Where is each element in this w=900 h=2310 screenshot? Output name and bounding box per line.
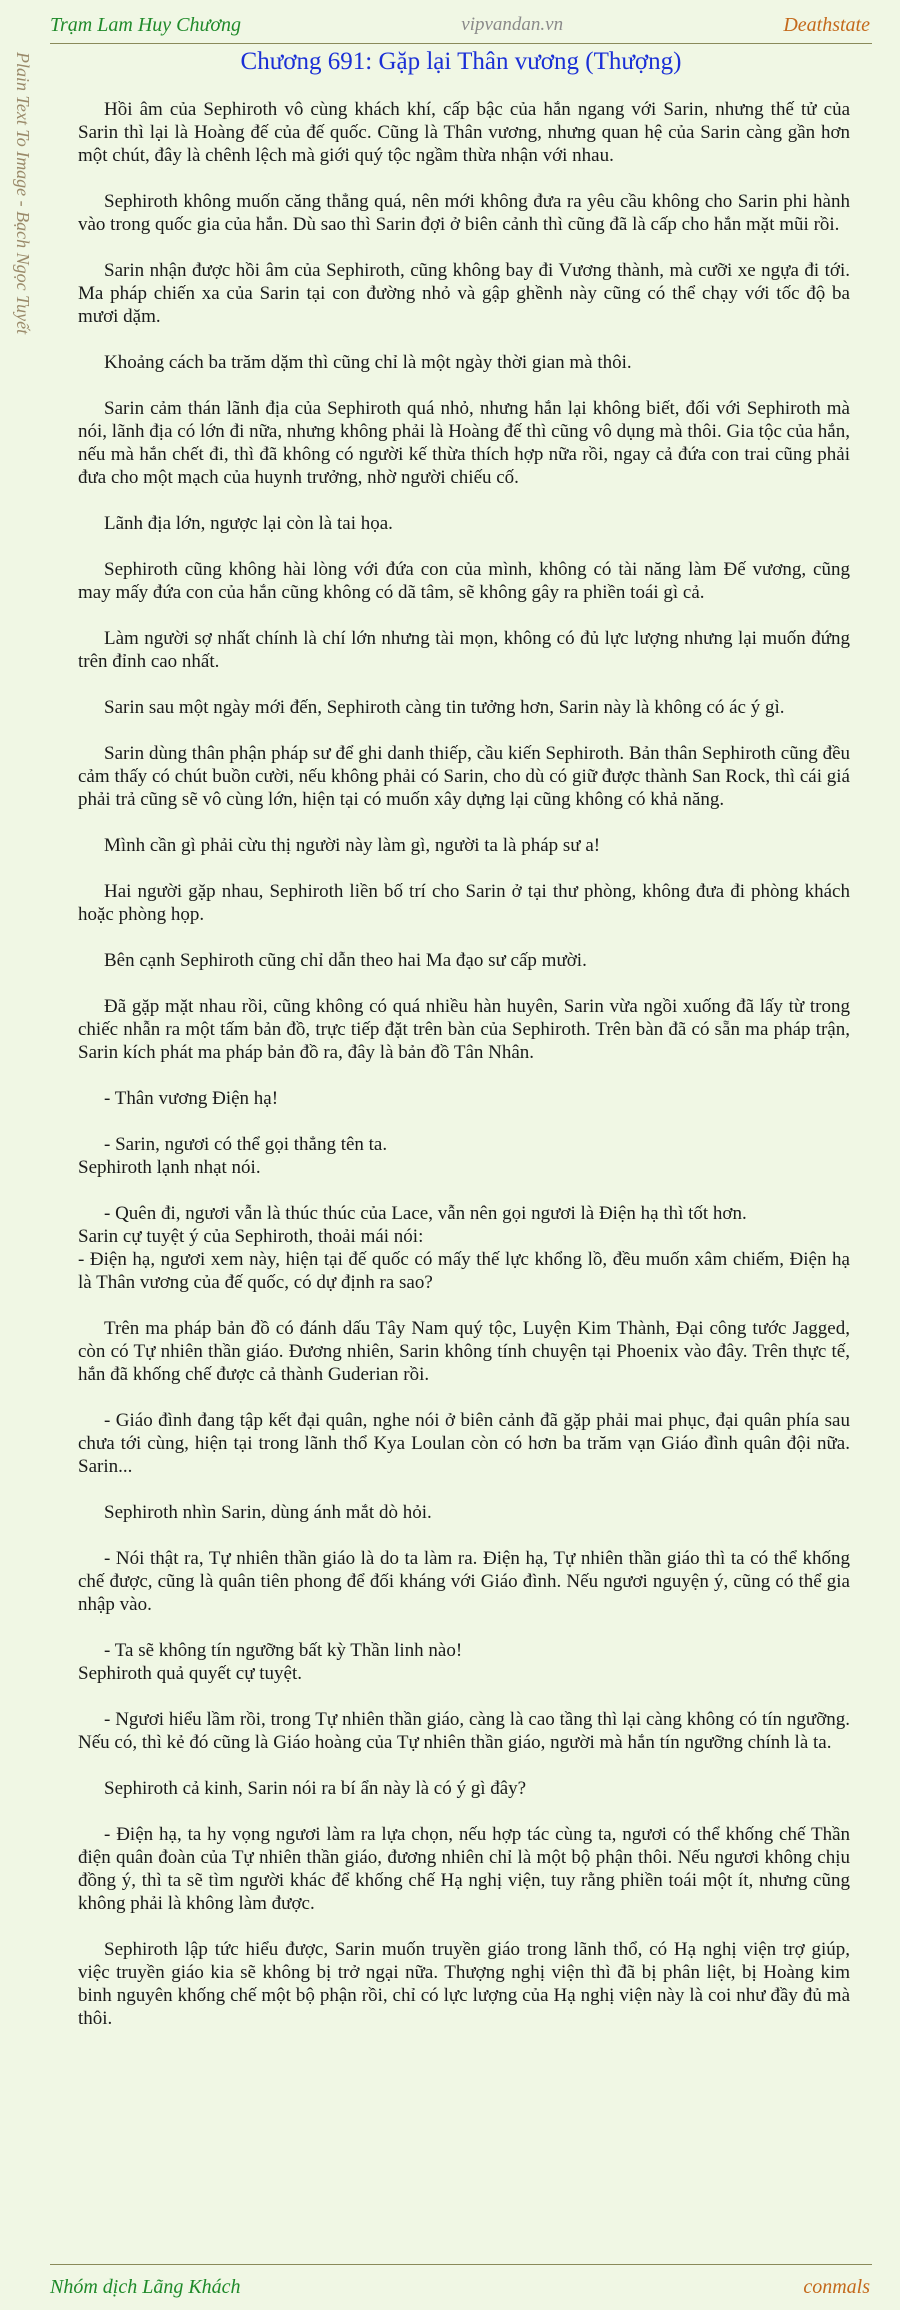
body-paragraph (78, 880, 850, 926)
paragraph-line: - Ta sẽ không tín ngưỡng bất kỳ Thần linh nào! (104, 1640, 463, 1661)
body-paragraph (78, 397, 850, 489)
body-paragraph (78, 558, 850, 604)
paragraph-line: Sephiroth không muốn căng thẳng quá, nên mới không đưa ra yêu cầu không cho Sarin phi hành vào trong quốc gia của hắn. Dù sao thì Sarin đợi ở biên cảnh thì cũng đã là cấp cho hắn mặt mũi rồi. (78, 191, 850, 235)
paragraph-line: Sarin cự tuyệt ý của Sephiroth, thoải mái nói: (78, 1226, 424, 1247)
paragraph-line: Sarin dùng thân phận pháp sư để ghi danh thiếp, cầu kiến Sephiroth. Bản thân Sephiroth cũng đều cảm thấy có chút buồn cười, nếu không phải có Sarin, cho dù có giữ được thành San Rock, thì cái giá phải trả cũng sẽ vô cùng lớn, hiện tại có muốn xây dựng lại cũng không có khả năng. (78, 743, 850, 810)
page-header (50, 8, 870, 42)
paragraph-line: Sarin cảm thán lãnh địa của Sephiroth quá nhỏ, nhưng hắn lại không biết, đối với Sephiroth mà nói, lãnh địa có lớn đi nữa, nhưng không phải là Hoàng đế thì cũng vô dụng mà thôi. Gia tộc của hắn, nếu mà hắn chết đi, thì đã không có người kế thừa thích hợp nữa rồi, ngay cả đứa con trai cũng phải đưa cho một mạch của huynh trưởng, nhờ người chiếu cố. (78, 398, 850, 488)
chapter-title: Chương 691: Gặp lại Thân vương (Thượng) (240, 48, 682, 75)
page-footer (50, 2272, 870, 2302)
header-author: Deathstate (783, 13, 870, 36)
paragraph-line: Khoảng cách ba trăm dặm thì cũng chỉ là một ngày thời gian mà thôi. (104, 352, 632, 373)
paragraph-line: - Giáo đình đang tập kết đại quân, nghe nói ở biên cảnh đã gặp phải mai phục, đại quân phía sau chưa tới cùng, hiện tại trong lãnh thổ Kya Loulan còn có hơn ba trăm vạn Giáo đình quân đội nữa. Sarin... (78, 1410, 850, 1477)
body-paragraph (78, 696, 850, 719)
body-paragraph (78, 1409, 850, 1478)
chapter-body (78, 98, 850, 2053)
header-site-name: Trạm Lam Huy Chương (50, 13, 242, 36)
body-paragraph (78, 1547, 850, 1616)
footer-editor: conmals (803, 2275, 870, 2298)
paragraph-line: - Điện hạ, ta hy vọng ngươi làm ra lựa chọn, nếu hợp tác cùng ta, ngươi có thể khống chế Thần điện quân đoàn của Tự nhiên thần giáo, đương nhiên chỉ là một bộ phận thôi. Nếu ngươi không chịu đồng ý, thì ta sẽ tìm người khác để khống chế Hạ nghị viện, tuy rằng phiền toái một ít, nhưng cũng không phải là không làm được. (78, 1824, 850, 1914)
paragraph-line: Làm người sợ nhất chính là chí lớn nhưng tài mọn, không có đủ lực lượng nhưng lại muốn đứng trên đỉnh cao nhất. (78, 628, 850, 672)
paragraph-line: Hồi âm của Sephiroth vô cùng khách khí, cấp bậc của hắn ngang với Sarin, nhưng thế tử của Sarin thì lại là Hoàng đế của đế quốc. Cũng là Thân vương, nhưng quan hệ của Sarin càng gần hơn một chút, đây là chênh lệch mà giới quý tộc ngầm thừa nhận với nhau. (78, 99, 850, 166)
body-paragraph (78, 1133, 850, 1179)
body-paragraph (78, 1639, 850, 1685)
body-paragraph (78, 512, 850, 535)
paragraph-line: Trên ma pháp bản đồ có đánh dấu Tây Nam quý tộc, Luyện Kim Thành, Đại công tước Jagged, còn có Tự nhiên thần giáo. Đương nhiên, Sarin không tính chuyện tại Phoenix vào đây. Trên thực tế, hắn đã khống chế được cả thành Guderian rồi. (78, 1318, 850, 1385)
paragraph-line: - Quên đi, ngươi vẫn là thúc thúc của Lace, vẫn nên gọi ngươi là Điện hạ thì tốt hơn. (104, 1203, 747, 1224)
body-paragraph (78, 742, 850, 811)
paragraph-line: - Ngươi hiểu lầm rồi, trong Tự nhiên thần giáo, càng là cao tầng thì lại càng không có tín ngưỡng. Nếu có, thì kẻ đó cũng là Giáo hoàng của Tự nhiên thần giáo, người mà hắn tín ngưỡng chính là ta. (78, 1709, 850, 1753)
footer-translator: Nhóm dịch Lãng Khách (50, 2275, 241, 2298)
header-url: vipvandan.vn (461, 14, 564, 35)
body-paragraph (78, 98, 850, 167)
body-paragraph (78, 995, 850, 1064)
side-watermark-text: Plain Text To Image - Bạch Ngọc Tuyết (13, 52, 33, 335)
paragraph-line: Sarin nhận được hồi âm của Sephiroth, cũng không bay đi Vương thành, mà cưỡi xe ngựa đi tới. Ma pháp chiến xa của Sarin tại con đường nhỏ và gập ghềnh này cũng có thể chạy với tốc độ ba mươi dặm. (78, 260, 850, 327)
paragraph-line: Lãnh địa lớn, ngược lại còn là tai họa. (104, 513, 393, 534)
body-paragraph (78, 1202, 850, 1294)
paragraph-line: Sephiroth lạnh nhạt nói. (78, 1157, 261, 1178)
body-paragraph (78, 834, 850, 857)
body-paragraph (78, 1708, 850, 1754)
body-paragraph (78, 627, 850, 673)
body-paragraph (78, 1317, 850, 1386)
side-watermark (12, 52, 38, 412)
paragraph-line: - Sarin, ngươi có thể gọi thẳng tên ta. (104, 1134, 388, 1155)
body-paragraph (78, 1501, 850, 1524)
body-paragraph (78, 949, 850, 972)
paragraph-line: Sarin sau một ngày mới đến, Sephiroth càng tin tưởng hơn, Sarin này là không có ác ý gì. (104, 697, 785, 718)
paragraph-line: - Điện hạ, ngươi xem này, hiện tại đế quốc có mấy thế lực khổng lồ, đều muốn xâm chiếm, Điện hạ là Thân vương của đế quốc, có dự định ra sao? (78, 1249, 850, 1293)
body-paragraph (78, 1777, 850, 1800)
footer-divider (50, 2264, 872, 2265)
paragraph-line: Sephiroth cả kinh, Sarin nói ra bí ẩn này là có ý gì đây? (104, 1778, 527, 1799)
paragraph-line: Sephiroth cũng không hài lòng với đứa con của mình, không có tài năng làm Đế vương, cũng may mấy đứa con của hắn cũng không có dã tâm, sẽ không gây ra phiền toái gì cả. (78, 559, 850, 603)
paragraph-line: Bên cạnh Sephiroth cũng chỉ dẫn theo hai Ma đạo sư cấp mười. (104, 950, 587, 971)
body-paragraph (78, 259, 850, 328)
header-divider (50, 43, 872, 44)
body-paragraph (78, 190, 850, 236)
body-paragraph (78, 1938, 850, 2030)
body-paragraph (78, 1087, 850, 1110)
paragraph-line: - Nói thật ra, Tự nhiên thần giáo là do ta làm ra. Điện hạ, Tự nhiên thần giáo thì ta có thể khống chế được, cũng là quân tiên phong để đối kháng với Giáo đình. Nếu ngươi nguyện ý, cũng có thể gia nhập vào. (78, 1548, 850, 1615)
paragraph-line: Hai người gặp nhau, Sephiroth liền bố trí cho Sarin ở tại thư phòng, không đưa đi phòng khách hoặc phòng họp. (78, 881, 850, 925)
paragraph-line: Đã gặp mặt nhau rồi, cũng không có quá nhiều hàn huyên, Sarin vừa ngồi xuống đã lấy từ trong chiếc nhẫn ra một tấm bản đồ, trực tiếp đặt trên bàn của Sephiroth. Trên bàn đã có sẵn ma pháp trận, Sarin kích phát ma pháp bản đồ ra, đây là bản đồ Tân Nhân. (78, 996, 850, 1063)
body-paragraph (78, 351, 850, 374)
paragraph-line: Mình cần gì phải cừu thị người này làm gì, người ta là pháp sư a! (104, 835, 601, 856)
paragraph-line: Sephiroth quả quyết cự tuyệt. (78, 1663, 303, 1684)
paragraph-line: - Thân vương Điện hạ! (104, 1088, 279, 1109)
body-paragraph (78, 1823, 850, 1915)
paragraph-line: Sephiroth lập tức hiểu được, Sarin muốn truyền giáo trong lãnh thổ, có Hạ nghị viện trợ giúp, việc truyền giáo kia sẽ không bị trở ngại nữa. Thượng nghị viện thì đã bị phân liệt, bị Hoàng kim binh nguyên khống chế một bộ phận rồi, chỉ có lực lượng của Hạ nghị viện này là coi như đầy đủ mà thôi. (78, 1939, 850, 2029)
paragraph-line: Sephiroth nhìn Sarin, dùng ánh mắt dò hỏi. (104, 1502, 432, 1523)
